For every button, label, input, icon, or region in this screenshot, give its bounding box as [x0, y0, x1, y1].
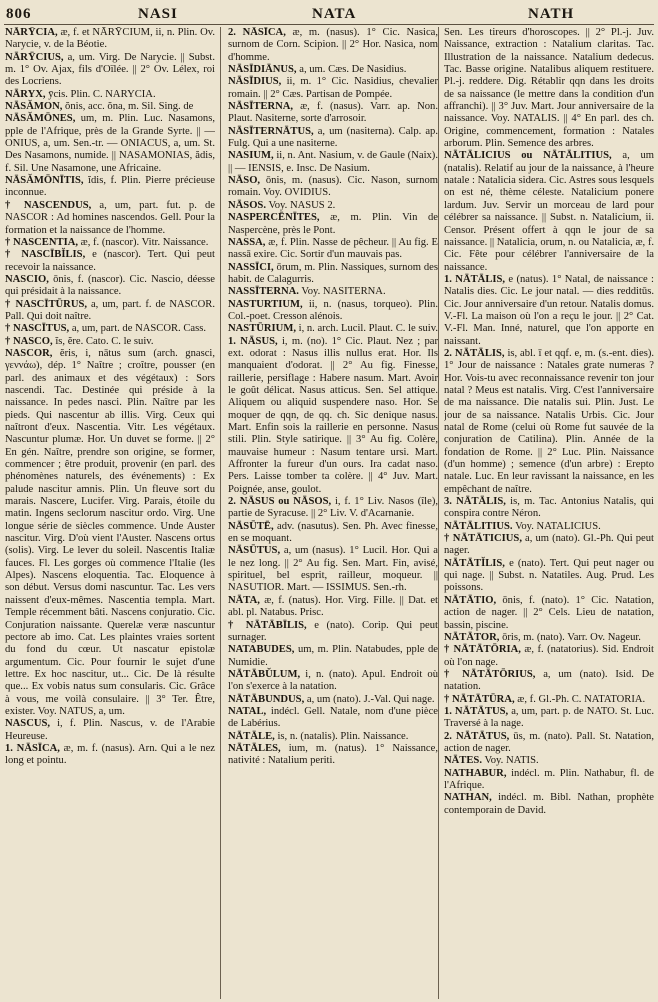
dictionary-entry [5, 27, 215, 52]
entry-headword: NĀTA, [228, 594, 260, 606]
entry-definition: Voy. NATALICIUS. [515, 520, 601, 532]
entry-headword: NASPERCĒNĪTES, [228, 212, 320, 224]
entry-headword: 1. NĀTĀLIS, [444, 273, 506, 285]
entry-headword: NĀTĀLITIUS. [444, 520, 513, 532]
entry-definition: is, m. Tac. Antonius Natalis, qui conspira contre Néron. [444, 496, 654, 520]
entry-headword: 1. NĀTĀTUS, [444, 705, 509, 717]
entry-definition: ōnis, f. (nato). 1° Cic. Natation, action de nager. || 2° Cels. Lieu de natation, bassin, piscine. [444, 594, 654, 631]
entry-definition: a, um, part. p. de NATO. St. Luc. Traversé à la nage. [444, 705, 654, 730]
dictionary-entry [228, 76, 438, 101]
entry-definition: ūs, m. (nato). Pall. St. Natation, action de nager. [444, 730, 654, 754]
dictionary-entry [5, 274, 215, 299]
dictionary-entry [228, 175, 438, 200]
entry-headword: NASSA, [228, 236, 266, 248]
dictionary-entry [444, 533, 654, 558]
entry-headword: NASTŪRIUM, [228, 323, 296, 335]
dictionary-entry [444, 632, 654, 644]
entry-headword: NĀSĂMON, [5, 101, 63, 113]
entry-definition: ōrum, m. Plin. Nassiques, surnom des habit. de Calagurris. [228, 261, 438, 285]
entry-definition: Voy. NATIS. [484, 755, 539, 767]
entry-headword: 2. NĀSĪCA, [228, 27, 286, 38]
entry-headword: † NĀTĀTICIUS, [444, 533, 522, 545]
entry-headword: NATHAN, [444, 792, 492, 804]
entry-headword: NASIUM, [228, 150, 274, 162]
dictionary-entry [228, 496, 438, 521]
entry-headword: NASSĪCI, [228, 261, 274, 273]
entry-headword: NASCUS, [5, 718, 51, 730]
entry-headword: NĀTĀTOR, [444, 631, 500, 643]
entry-definition: e (natus). 1° Natal, de naissance : Natalis dies. Cic. Le jour natal. — dies redditūs. Cic. Jour anniversaire d'un retour. Natalis domus. V.-Fl. La maison où l'on a reçu le jour. || 2° Cat. V.-Fl. Man. Inné, naturel, que l'on apporte en naissant. [444, 273, 654, 347]
dictionary-entry [444, 521, 654, 533]
entry-definition: indécl. m. Bibl. Nathan, prophète contemporain de David. [444, 792, 654, 816]
entry-definition: a, um, part. de NASCOR. Cass. [71, 323, 207, 335]
dictionary-entry [228, 27, 438, 64]
entry-headword: † NASCĪTUS, [5, 323, 70, 335]
entry-definition: i, m. (no). 1° Cic. Plaut. Nez ; par ext. odorat : Nasus illis nullus erat. Hor. Ils manquaient d'odorat. || 2° Au fig. Finesse, raillerie, persiflage : Habere nasum. Mart. Avoir le goût délicat. Nasus atticus. Sen. Sel attique. Aliquem ou aliquid suspendere naso. Hor. Se moquer de qqn, de qq. ch. Sic denique nasus. Mart. Enfin sois la raillerie en personne. Nasus stili. Plin. Style satirique. || 3° Au fig. Colère, mauvaise humeur : Nasum tentare ursi. Mart. Affronter la fureur d'un ours. Ira cadat naso. Pers. Laisse tomber ta colère. || 4° Juv. Mart. Poignée, anse, goulot. [228, 335, 438, 495]
entry-headword: NATHABUR, [444, 767, 507, 779]
entry-definition: a, um. Virg. De Narycie. || Subst. m. 1° Ov. Ajax, fils d'Oïlée. || 2° Ov. Lélex, roi des Locriens. [5, 51, 215, 88]
entry-headword: † NĀTĀBĪLIS, [228, 619, 307, 631]
entry-definition: a, um, part. f. de NASCOR. Pall. Qui doit naître. [5, 298, 215, 322]
entry-definition: i, f. Plin. Nascus, v. de l'Arabie Heureuse. [5, 718, 215, 742]
guide-word-right: NATH [528, 6, 575, 22]
entry-headword: NASSĪTERNA. [228, 286, 299, 298]
entry-headword: NĀTĀLES, [228, 742, 281, 754]
entry-headword: NĀRȲCIUS, [5, 51, 64, 63]
entry-definition: ŏnis, acc. ŏna, m. Sil. Sing. de [65, 101, 194, 113]
entry-definition: Sen. Les tireurs d'horoscopes. || 2° Pl.-j. Juv. Naissance, extraction : Natalium claritas. Tac. Illustration de la naissance. Natalium dedecus. Tac. Basse origine. Natalibus aliquem restituere. Pl.-j. reddere. Dig. Rétablir qqn dans les droits de sa naissance (le mettre dans la condition d'un affranchi). || 3° Juv. Mart. Jour anniversaire de la naissance. Voy. NATALIS. || 4° En parl. des ch. Origine, commencement, formation : Natales arborum. Plin. Semence des arbres. [444, 27, 654, 150]
page-number: 806 [6, 6, 32, 22]
entry-definition: a, um (nato). Isid. De natation. [444, 668, 654, 693]
entry-headword: NĀSĪTERNA, [228, 101, 294, 113]
entry-definition: a, um. Cæs. De Nasidius. [299, 64, 407, 76]
entry-definition: Voy. NASUS 2. [268, 199, 336, 211]
entry-headword: NASCOR, [5, 347, 53, 359]
guide-word-left: NASI [138, 6, 178, 22]
entry-definition: ĭdis, f. Plin. Pierre précieuse inconnue. [5, 175, 215, 199]
entry-headword: 2. NĀSUS ou NĀSOS, [228, 496, 332, 508]
dictionary-entry [228, 212, 438, 237]
entry-headword: NĀRȲCIA, [5, 27, 58, 38]
entry-headword: 1. NĀSUS, [228, 335, 278, 347]
entry-headword: † NASCENTIA, [5, 236, 78, 248]
dictionary-entry [228, 694, 438, 706]
entry-definition: e (nato). Tert. Qui peut nager ou qui nage. || Subst. n. Natatiles. Aug. Prud. Les poissons. [444, 557, 654, 594]
entry-headword: NĀSĪDIĀNUS, [228, 64, 297, 76]
entry-headword: NĀSĂMŌNĪTIS, [5, 175, 84, 187]
dictionary-entry [444, 274, 654, 348]
dictionary-column-3 [444, 27, 654, 999]
dictionary-entry [228, 286, 438, 298]
entry-definition: um, m. Plin. Natabudes, pple de Numidie. [228, 644, 438, 668]
entry-headword: NASCIO, [5, 273, 49, 285]
dictionary-entry [444, 792, 654, 817]
entry-definition: a, um (nasus). 1° Lucil. Hor. Qui a le nez long. || 2° Au fig. Sen. Mart. Fin, avisé, spirituel, bel esprit, railleur, moqueur. || NASUTIOR. Mart. — ISSIMUS. Sen.-rh. [228, 545, 438, 594]
entry-definition: æ, m. (nasus). 1° Cic. Nasica, surnom de Corn. Scipion. || 2° Hor. Nasica, nom d'homme. [228, 27, 438, 63]
entry-definition: i, f. 1° Liv. Nasos (île), partie de Syracuse. || 2° Liv. V. d'Acarnanie. [228, 496, 438, 520]
dictionary-entry [228, 545, 438, 594]
entry-definition: æ, f. (nascor). Vitr. Naissance. [80, 236, 209, 248]
entry-definition: æ, m. Plin. Vin de Naspercène, près le Pont. [228, 212, 438, 236]
entry-headword: NĀTĀTĬLIS, [444, 557, 505, 569]
entry-headword: NĀSOS. [228, 199, 266, 211]
entry-definition: æ, f. (natus). Hor. Virg. Fille. || Dat. et abl. pl. Natabus. Prisc. [228, 594, 438, 619]
dictionary-entry [5, 718, 215, 743]
entry-headword: NĀSO, [228, 175, 261, 187]
entry-definition: um, m. Plin. Luc. Nasamons, pple de l'Afrique, près de la Grande Syrte. || — ONIUS, a, um. Sen.-tr. — ONIACUS, a, um. St. Des Nasamons, numide. || NASAMONIAS, ădis, f. Sil. Une Nasamone, une Africaine. [5, 113, 215, 174]
dictionary-entry [444, 558, 654, 595]
dictionary-entry [5, 175, 215, 200]
dictionary-entry [5, 113, 215, 175]
entry-definition: e (nascor). Tert. Qui peut recevoir la naissance. [5, 249, 215, 273]
entry-definition: is, n. (natalis). Plin. Naissance. [277, 730, 409, 742]
dictionary-entry [228, 731, 438, 743]
dictionary-entry [444, 496, 654, 521]
entry-headword: † NASCO, [5, 335, 53, 347]
entry-headword: NATABUDES, [228, 644, 295, 656]
entry-definition: adv. (nasutus). Sen. Ph. Avec finesse, en se moquant. [228, 520, 438, 545]
dictionary-entry [228, 237, 438, 262]
entry-definition: ii, n. Ant. Nasium, v. de Gaule (Naix). || — IENSIS, e. Insc. De Nasium. [228, 150, 438, 174]
entry-definition: ii, n. (nasus, torqueo). Plin. Col.-poet. Cresson alénois. [228, 298, 438, 322]
dictionary-entry [228, 336, 438, 496]
dictionary-entry [228, 150, 438, 175]
entry-headword: NĀTĀBUNDUS, [228, 693, 305, 705]
dictionary-entry [5, 348, 215, 718]
entry-definition: æ, m. f. (nasus). Arn. Qui a le nez long et pointu. [5, 742, 215, 767]
entry-headword: NĀSĂMŌNES, [5, 113, 76, 125]
entry-headword: NĀSŪTUS, [228, 545, 281, 557]
entry-headword: NĀTES. [444, 755, 482, 767]
dictionary-entry [5, 336, 215, 348]
entry-headword: 3. NĀTĀLIS, [444, 496, 506, 508]
dictionary-entry [5, 249, 215, 274]
entry-definition: ȳcis. Plin. C. NARYCIA. [48, 88, 156, 100]
entry-definition: ōnis, m. (nasus). Cic. Nason, surnom romain. Voy. OVIDIUS. [228, 175, 438, 199]
dictionary-entry [5, 89, 215, 101]
entry-definition: a, um (nato). J.-Val. Qui nage. [306, 693, 435, 705]
dictionary-entry [5, 743, 215, 768]
entry-definition: e (nato). Corip. Qui peut surnager. [228, 619, 438, 643]
dictionary-entry [228, 595, 438, 620]
dictionary-entry [444, 706, 654, 731]
entry-definition: Voy. NASITERNA. [301, 286, 386, 298]
dictionary-entry [444, 755, 654, 767]
entry-headword: NĀRYX, [5, 88, 46, 100]
entry-headword: NĀSĪTERNĀTUS, [228, 125, 314, 137]
entry-definition: a, um (natalis). Relatif au jour de la naissance, à l'heure natale : Natalicia sidera. Cic. Astres sous lesquels on est né, thème céleste. Natalicium ponere lardum. Juv. Servir un morceau de lard pour célébrer sa naissance. || Subst. n. Natalicium, ii. Censor. Présent offert à qqn le jour de sa naissance. || Natalicia, orum, n. ou Natalicia, æ, f. Cic. Fête pour célébrer l'anniversaire de la naissance. [444, 150, 654, 273]
dictionary-entry [444, 768, 654, 793]
entry-headword: NĀTĀTIO, [444, 594, 497, 606]
dictionary-entry [5, 323, 215, 335]
dictionary-entry [228, 299, 438, 324]
entry-headword: NASTURTIUM, [228, 298, 303, 310]
entry-headword: NĀSŪTĒ, [228, 520, 274, 532]
entry-definition: i, n. (nato). Apul. Endroit où l'on s'exerce à la natation. [228, 668, 438, 693]
dictionary-entry [228, 262, 438, 287]
column-divider-1 [220, 27, 221, 999]
entry-definition: æ, f. Plin. Nasse de pêcheur. || Au fig. E nassā exire. Cic. Sortir d'un mauvais pas. [228, 236, 438, 261]
dictionary-entry [5, 299, 215, 324]
guide-word-middle: NATA [312, 6, 357, 22]
entry-definition: ium, m. (natus). 1° Naissance, nativité : Natalium periti. [228, 742, 438, 767]
header-rule [4, 24, 654, 25]
entry-headword: † NĀTĀTŌRIUS, [444, 668, 536, 680]
entry-headword: † NĀTĀTŌRIA, [444, 644, 521, 656]
dictionary-entry [444, 731, 654, 756]
dictionary-entry [5, 200, 215, 237]
dictionary-entry [5, 237, 215, 249]
entry-definition: æ, f. et NĀRȲCIUM, ii, n. Plin. Ov. Narycie, v. de la Béotie. [5, 27, 215, 51]
entry-definition: indécl. m. Plin. Nathabur, fl. de l'Afrique. [444, 767, 654, 791]
dictionary-column-2 [228, 27, 438, 999]
entry-definition: æ, f. (natatorius). Sid. Endroit où l'on nage. [444, 644, 654, 668]
entry-definition: ĕris, i, nātus sum (arch. gnasci, γεννάω), dép. 1° Naître ; croître, pousser (en parl. des animaux et des végétaux) : Sors nascendi. Tac. Destinée qui préside à la naissance. In pedes nasci. Plin. Naître par les pieds. Qui nascentur ab illis. Virg. Ceux qui naîtront d'eux. Nascentia. Vitr. Les végétaux. Nascuntur plumæ. Hor. Un duvet se forme. || 2° En gén. Naître, prendre son origine, se former, commencer ; être produit, provenir (en parl. des phénomènes naturels, des événements) : Ex palude nascitur amnis. Plin. Un fleuve sort du marais. Nascere, Lucifer. Virg. Parais, étoile du matin. Ingens seclorum nascitur ordo. Virg. Une longue série de siècles commence. Unde Auster nascitur. Virg. D'où vient l'Auster. Nascens ortus (solis). Virg. Le lever du soleil. Nascentis Italiæ fauces. Fl. Les gorges où commence l'Italie (les Alpes). Nascens eloquentia. Tac. Eloquence à son début. Versus domi nascuntur. Tac. Les vers naissent d'eux-mêmes. Nascentia templa. Mart. Temple récemment bâti. Nascens conjuratio. Cic. Conjuration naissante. Querelæ veræ nascuntur pectore ab imo. Cat. Les plaintes vraies sortent du fond du cœur. Ut nascatur epistolæ argumentum. Cic. Pour fournir le sujet d'une lettre. Ex hoc nascitur, ut... Cic. De là résulte que... Ex vobis natus sum consularis. Cic. Grâce à vous, me voilà consulaire. || 3° Ter. Être, exister. Voy. NATUS, a, um. [5, 347, 215, 717]
entry-headword: 2. NĀTĀTUS, [444, 730, 510, 742]
dictionary-entry [228, 620, 438, 645]
dictionary-entry [228, 126, 438, 151]
entry-definition: ōris, m. (nato). Varr. Ov. Nageur. [502, 631, 641, 643]
dictionary-column-1 [5, 27, 215, 999]
entry-headword: † NĀTĀTŪRA, [444, 693, 515, 705]
entry-headword: 1. NĀSĪCA, [5, 742, 60, 754]
entry-headword: † NASCENDUS, [5, 199, 92, 211]
dictionary-entry [228, 644, 438, 669]
entry-definition: a, um (nato). Gl.-Ph. Qui peut nager. [444, 533, 654, 557]
running-header [0, 0, 658, 24]
dictionary-entry [228, 669, 438, 694]
dictionary-entry [228, 200, 438, 212]
column-divider-2 [438, 27, 439, 999]
dictionary-entry [444, 669, 654, 694]
entry-definition: a, um (nasiterna). Calp. ap. Fulg. Qui a une nasiterne. [228, 125, 438, 150]
entry-headword: NĀTĀBŬLUM, [228, 668, 301, 680]
dictionary-entry [5, 101, 215, 113]
entry-definition: ii, m. 1° Cic. Nasidius, chevalier romain. || 2° Cæs. Partisan de Pompée. [228, 76, 438, 100]
entry-definition: a, um, part. fut. p. de NASCOR : Ad homines nascendos. Gell. Pour la formation et la naissance de l'homme. [5, 199, 215, 236]
entry-definition: æ, f. (nasus). Varr. ap. Non. Plaut. Nasiterne, sorte d'arrosoir. [228, 101, 438, 125]
entry-headword: NĀSĪDIUS, [228, 76, 282, 88]
entry-headword: † NASCĪTŪRUS, [5, 298, 88, 310]
entry-headword: † NASCĪBĬLIS, [5, 249, 86, 261]
dictionary-entry [444, 27, 654, 150]
entry-headword: NĀTĀLICIUS ou NĀTĀLITIUS, [444, 150, 612, 162]
dictionary-entry [5, 52, 215, 89]
entry-definition: ōnis, f. (nascor). Cic. Nascio, déesse qui présidait à la naissance. [5, 273, 215, 298]
dictionary-entry [228, 101, 438, 126]
entry-definition: indécl. Gell. Natale, nom d'une pièce de Labérius. [228, 705, 438, 730]
entry-headword: 2. NĀTĀLIS, [444, 347, 505, 359]
entry-headword: NATAL, [228, 705, 267, 717]
entry-definition: ĭs, ĕre. Cato. C. le suiv. [55, 335, 154, 347]
dictionary-entry [228, 706, 438, 731]
entry-headword: NĀTĀLE, [228, 730, 275, 742]
dictionary-entry [444, 348, 654, 496]
dictionary-entry [444, 150, 654, 273]
entry-definition: i, n. arch. Lucil. Plaut. C. le suiv. [298, 323, 438, 335]
entry-definition: is, abl. ī et qqf. e, m. (s.-ent. dies). 1° Jour de naissance : Natales grate numeras ? Hor. Vois-tu avec reconnaissance revenir ton jour natal ? Meus est natalis. Virg. C'est l'anniversaire de ma naissance. Die natalis sui. Plin. Just. Le jour de sa naissance. Natalis Urbis. Cic. Jour natal de Rome (celui où Rome fut sauvée de la conjuration de Catilina). Plin. Année de la fondation de Rome. || 2° Luc. Plin. Naissance (d'un homme) ; semence (d'un arbre) : Erepto natale. Luc. En leur ravissant la naissance, en les empêchant de naître. [444, 347, 654, 495]
entry-definition: æ, f. Gl.-Ph. C. NATATORIA. [517, 693, 646, 705]
dictionary-entry [228, 323, 438, 335]
dictionary-entry [228, 743, 438, 768]
dictionary-entry [228, 521, 438, 546]
dictionary-entry [444, 694, 654, 706]
dictionary-entry [444, 595, 654, 632]
dictionary-entry [444, 644, 654, 669]
dictionary-entry [228, 64, 438, 76]
